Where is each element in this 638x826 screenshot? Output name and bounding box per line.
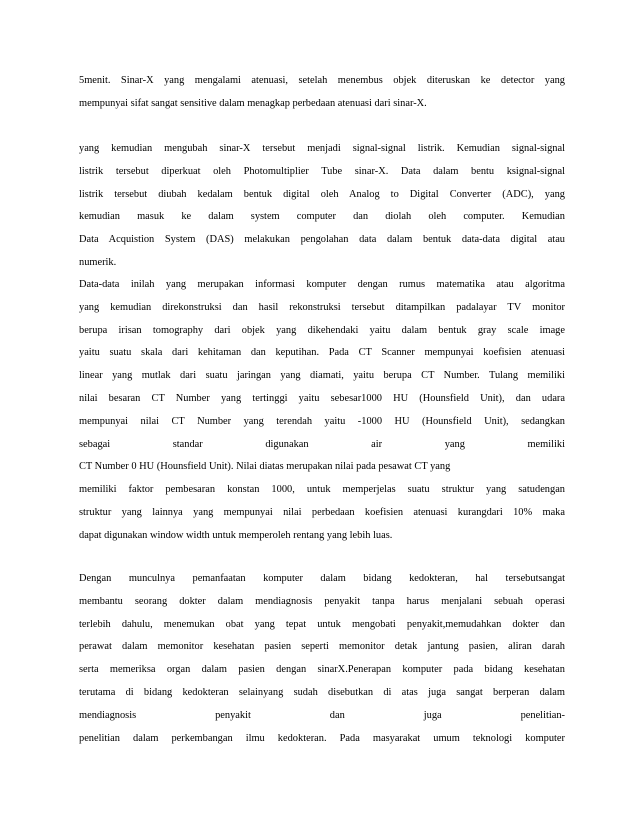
paragraph-line: memiliki faktor pembesaran konstan 1000, untuk memperjelas suatu struktur yang satudengan [79,484,565,496]
paragraph-line: numerik. [79,256,117,268]
paragraph-line: terutama di bidang kedokteran selainyang sudah disebutkan di atas juga sangat berperan dalam [79,686,565,698]
paragraph-line: sebagai standar digunakan air yang memiliki [79,438,565,450]
paragraph-line: serta memeriksa organ dalam pasien dengan sinarX.Penerapan komputer pada bidang kesehatan [79,664,565,676]
paragraph-line: membantu seorang dokter dalam mendiagnosis penyakit tanpa harus menjalani sebuah operasi [79,595,565,607]
paragraph-3 [79,274,565,548]
paragraph-line: kemudian masuk ke dalam system computer dan diolah oleh computer. Kemudian [79,211,565,223]
paragraph-line: CT Number 0 HU (Hounsfield Unit). Nilai diatas merupakan nilai pada pesawat CT yang [79,461,451,473]
paragraph-line: mendiagnosis penyakit dan juga penelitian- [79,709,565,721]
paragraph-2 [79,138,565,275]
paragraph-line: 5menit. Sinar-X yang mengalami atenuasi, setelah menembus objek diteruskan ke detector yang [79,75,565,86]
paragraph-1 [79,70,565,116]
paragraph-line: linear yang mutlak dari suatu jaringan yang diamati, yaitu berupa CT Number. Tulang memiliki [79,370,565,382]
paragraph-line: Data Acquistion System (DAS) melakukan pengolahan data dalam bentuk data-data digital atau [79,234,565,246]
paragraph-line: Data-data inilah yang merupakan informasi komputer dengan rumus matematika atau algoritma [79,279,565,290]
paragraph-line: dapat digunakan window width untuk memperoleh rentang yang lebih luas. [79,529,393,541]
paragraph-line: yang kemudian mengubah sinar-X tersebut menjadi signal-signal listrik. Kemudian signal-signal [79,143,565,154]
paragraph-line: terlebih dahulu, menemukan obat yang tepat untuk mengobati penyakit,memudahkan dokter dan [79,618,565,630]
paragraph-line: yaitu suatu skala dari kehitaman dan keputihan. Pada CT Scanner mempunyai koefisien atenuasi [79,347,565,359]
paragraph-line: penelitian dalam perkembangan ilmu kedokteran. Pada masyarakat umum teknologi komputer [79,732,565,744]
paragraph-line: yang kemudian direkonstruksi dan hasil rekonstruksi tersebut ditampilkan padalayar TV monitor [79,301,565,313]
paragraph-line: struktur yang lainnya yang mempunyai nilai perbedaan koefisien atenuasi kurangdari 10% maka [79,506,565,518]
paragraph-line: listrik tersebut diperkuat oleh Photomultiplier Tube sinar-X. Data dalam bentu ksignal-signal [79,165,565,177]
paragraph-line: nilai besaran CT Number yang tertinggi yaitu sebesar1000 HU (Hounsfield Unit), dan udara [79,392,565,404]
paragraph-line: listrik tersebut diubah kedalam bentuk digital oleh Analog to Digital Converter (ADC), yang [79,188,565,200]
paragraph-line: Dengan munculnya pemanfaatan komputer dalam bidang kedokteran, hal tersebutsangat [79,573,565,584]
paragraph-line: perawat dalam memonitor kesehatan pasien seperti memonitor detak jantung pasien, aliran darah [79,641,565,653]
paragraph-line: berupa irisan tomography dari objek yang dikehendaki yaitu dalam bentuk gray scale image [79,324,565,336]
paragraph-4 [79,568,565,750]
paragraph-line: mempunyai sifat sangat sensitive dalam menagkap perbedaan atenuasi dari sinar-X. [79,97,427,109]
paragraph-line: mempunyai nilai CT Number yang terendah yaitu -1000 HU (Hounsfield Unit), sedangkan [79,415,565,427]
